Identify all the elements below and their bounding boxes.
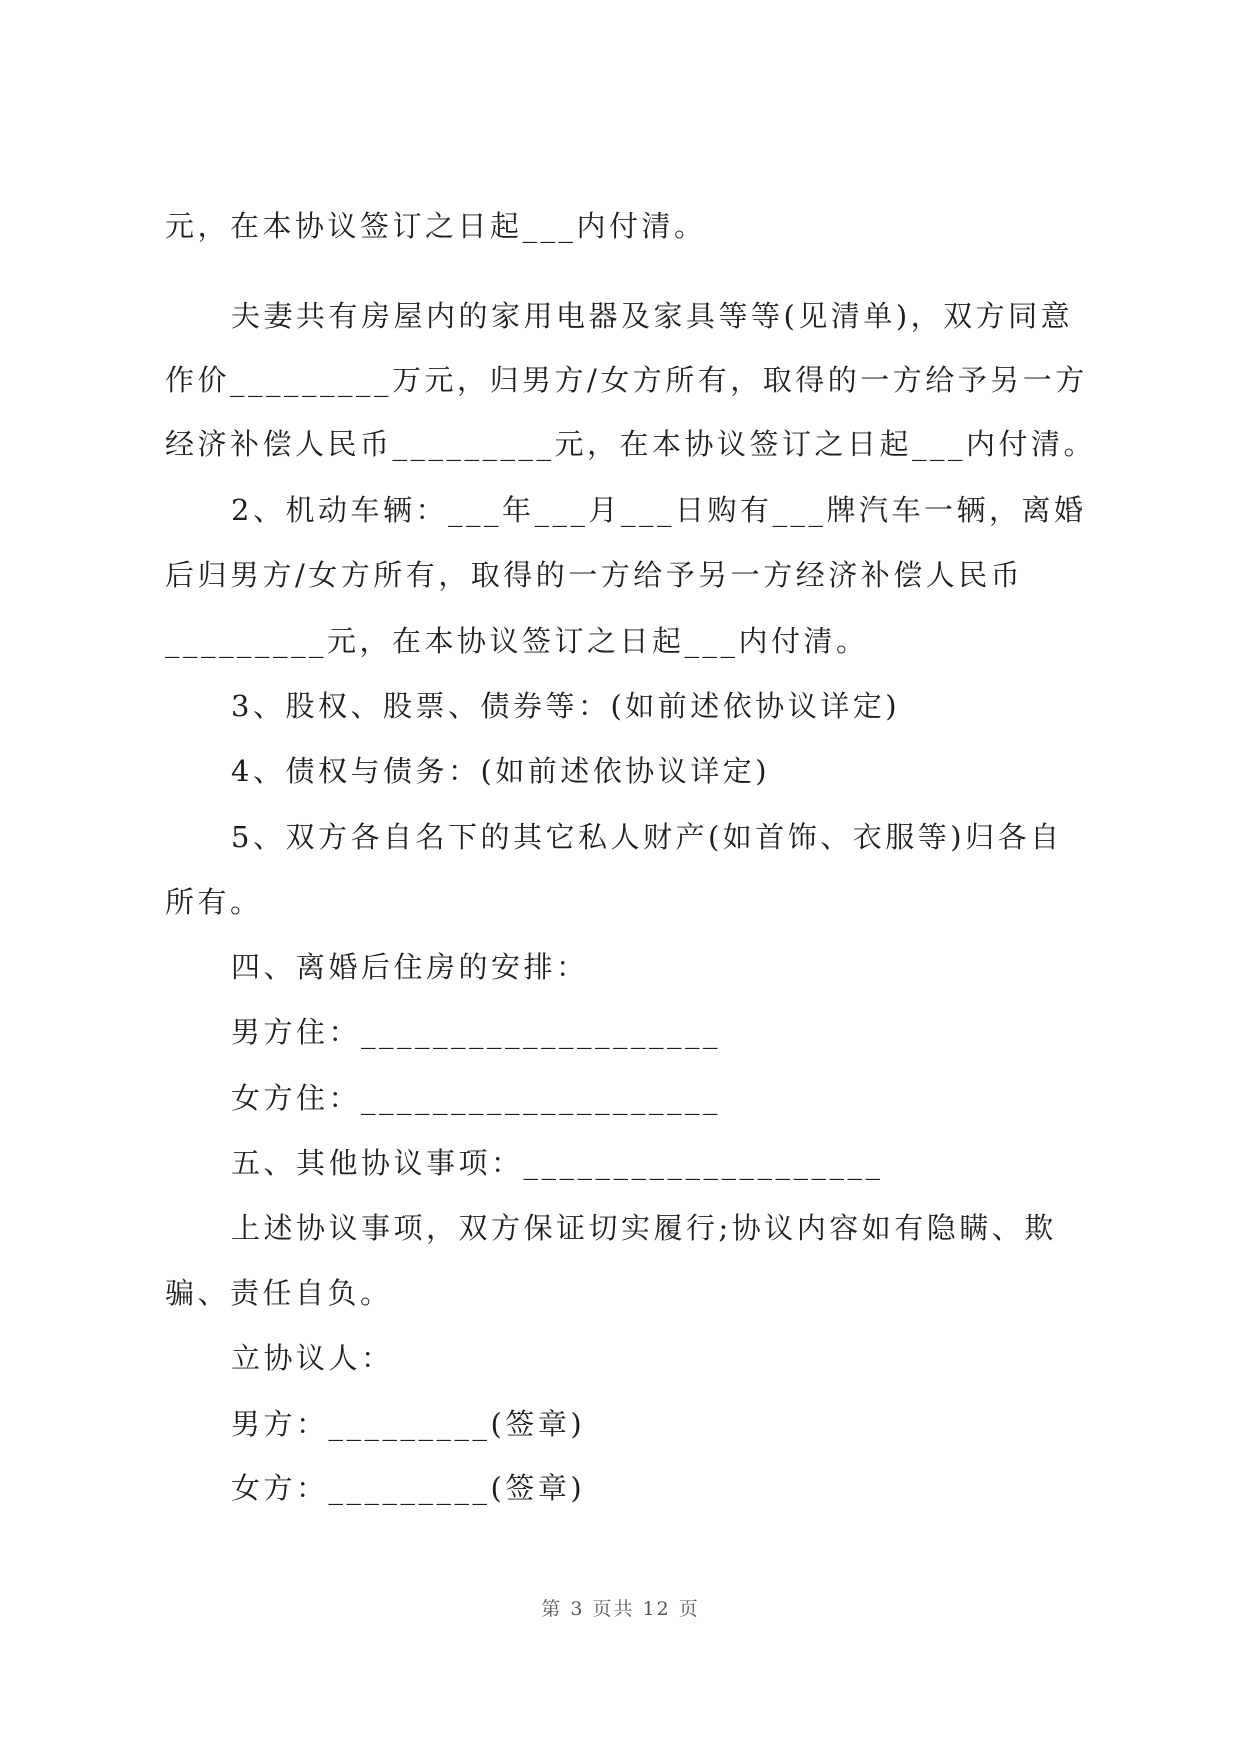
text-line: _________元，在本协议签订之日起___内付清。 (165, 624, 869, 658)
text-line: 女方住：____________________ (231, 1081, 722, 1115)
text-line: 2、机动车辆：___年___月___日购有___牌汽车一辆，离婚 (231, 493, 1087, 527)
text-line: 经济补偿人民币_________元，在本协议签订之日起___内付清。 (165, 427, 1097, 461)
text-line: 男方住：____________________ (231, 1015, 722, 1049)
text-line: 后归男方/女方所有，取得的一方给予另一方经济补偿人民币 (165, 558, 1024, 592)
text-line: 4、债权与债务：(如前述依协议详定) (231, 754, 771, 788)
text-line: 所有。 (165, 885, 263, 919)
text-line: 元，在本协议签订之日起___内付清。 (165, 209, 707, 243)
text-line: 骗、责任自负。 (165, 1276, 393, 1310)
text-line: 上述协议事项，双方保证切实履行;协议内容如有隐瞒、欺 (231, 1211, 1057, 1245)
page-indicator: 第 3 页共 12 页 (541, 1598, 700, 1620)
section-heading: 四、离婚后住房的安排： (231, 950, 589, 984)
signature-line-male: 男方：_________(签章) (231, 1407, 586, 1441)
text-line: 5、双方各自名下的其它私人财产(如首饰、衣服等)归各自 (231, 820, 1063, 854)
text-line: 作价_________万元，归男方/女方所有，取得的一方给予另一方 (165, 363, 1088, 397)
signatories-label: 立协议人： (231, 1341, 394, 1375)
signature-line-female: 女方：_________(签章) (231, 1471, 586, 1505)
text-line: 夫妻共有房屋内的家用电器及家具等等(见清单)，双方同意 (231, 299, 1074, 333)
text-line: 3、股权、股票、债券等：(如前述依协议详定) (231, 689, 901, 723)
section-heading: 五、其他协议事项：____________________ (231, 1146, 884, 1180)
